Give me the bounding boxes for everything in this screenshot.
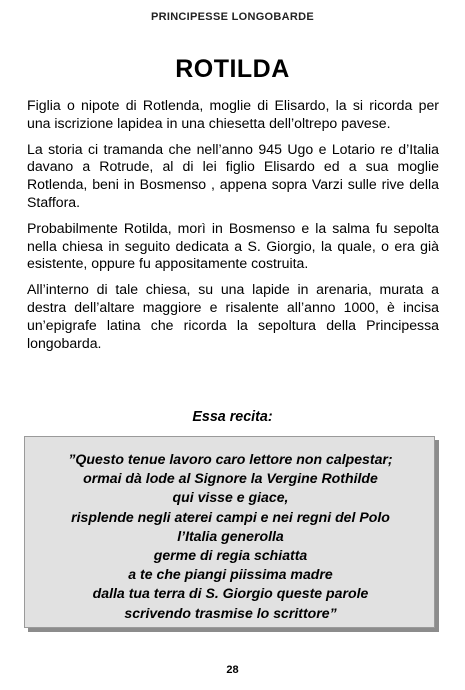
inscription-line: scrivendo trasmise lo scrittore” [124, 604, 337, 621]
inscription-line: a te che piangi piissima madre [128, 566, 333, 583]
inscription-box [24, 436, 435, 628]
inscription-line: ormai dà lode al Signore la Vergine Rothilde [83, 470, 378, 487]
inscription-line: dalla tua terra di S. Giorgio queste parole [92, 585, 369, 602]
inscription-line: ”Questo tenue lavoro caro lettore non calpestar; [68, 451, 393, 467]
paragraph: All’interno di tale chiesa, su una lapide in arenaria, murata a destra dell’altare maggiore e risalente all’anno 1000, è incisa un’epigrafe latina che ricorda la sepoltura della Principessa longobarda. [27, 281, 439, 351]
inscription-intro: Essa recita: [192, 409, 273, 425]
chapter-title: ROTILDA [175, 55, 290, 83]
paragraph: Probabilmente Rotilda, morì in Bosmenso e la salma fu sepolta nella chiesa in seguito dedicata a S. Giorgio, la quale, o era già esistente, oppure fu appositamente costruita. [27, 219, 439, 272]
inscription-line: risplende negli aterei campi e nei regni del Polo [71, 508, 390, 525]
paragraph: Figlia o nipote di Rotlenda, moglie di Elisardo, la si ricorda per una iscrizione lapidea in una chiesetta dell’oltrepo pavese. [27, 97, 439, 131]
inscription-line: qui visse e giace, [172, 489, 289, 506]
inscription-line: germe di regia schiatta [153, 547, 308, 564]
body-text [27, 97, 439, 360]
paragraph: La storia ci tramanda che nell’anno 945 Ugo e Lotario re d’Italia davano a Rotrude, al di lei figlio Elisardo ed a sua moglie Rotlenda, beni in Bosmenso , appena sopra Varzi sulle rive della Staffora. [27, 140, 439, 210]
page-number: 28 [226, 664, 239, 676]
inscription-line: l’Italia generolla [177, 527, 284, 544]
inscription-text [25, 450, 436, 623]
running-header: PRINCIPESSE LONGOBARDE [150, 11, 315, 23]
